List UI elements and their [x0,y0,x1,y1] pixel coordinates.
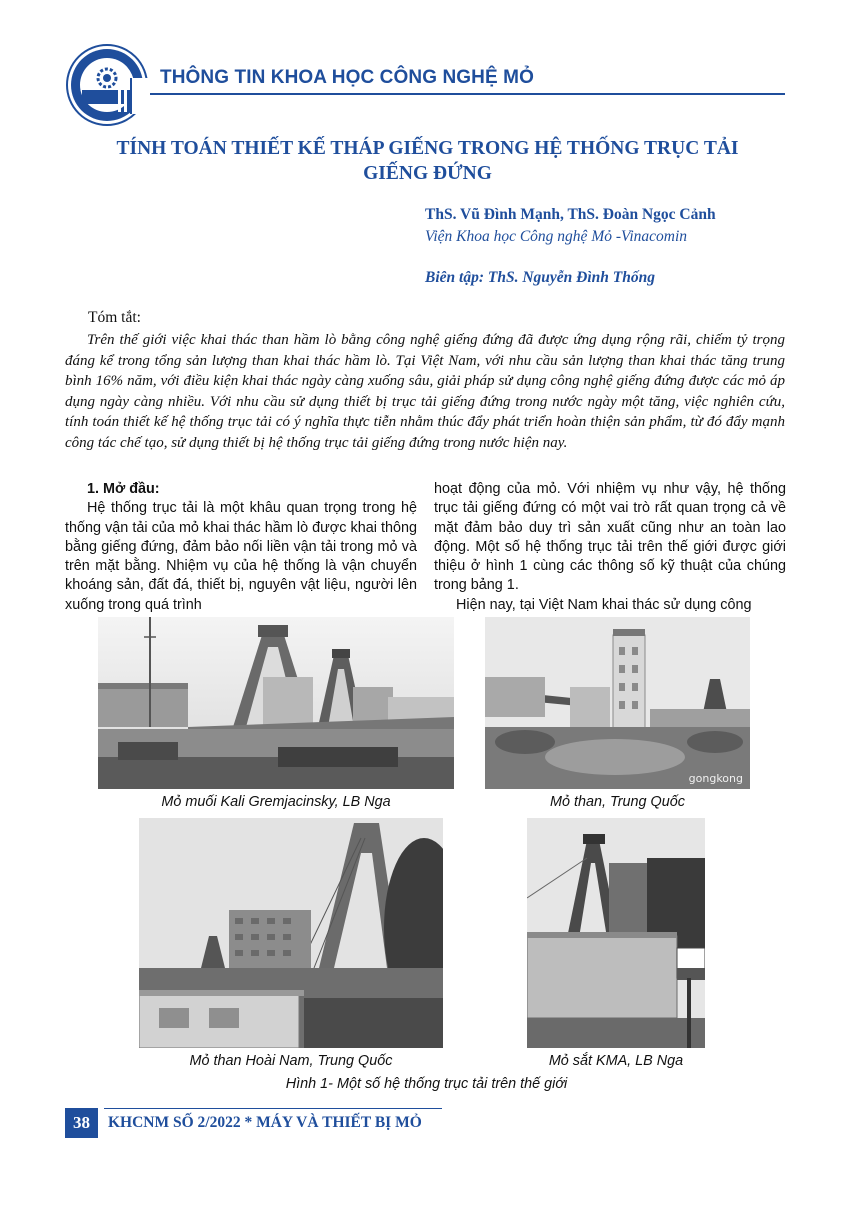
body-column-right [434,480,786,615]
body-column-left [65,480,417,615]
affiliation: Viện Khoa học Công nghệ Mỏ -Vinacomin [425,228,688,245]
photo-coal-mine-china [485,617,750,789]
intro-paragraph-part1: Hệ thống trục tải là một khâu quan trọng trong hệ thống vận tải của mỏ khai thác hầm lò được khai thông bằng giếng đứng, đảm bảo nối liền vận tải trong mỏ và trên mặt bằng. Nhiệm vụ của hệ thống là vận chuyển khoáng sản, đất đá, thiết bị, nguyên vật liệu, người lên xuống trong quá trình [65,500,417,613]
authors: ThS. Vũ Đình Mạnh, ThS. Đoàn Ngọc Cảnh [425,206,716,223]
photo-caption-3: Mỏ than Hoài Nam, Trung Quốc [189,1053,393,1069]
header-divider [150,93,785,95]
photo-huainan-coal-mine [139,818,443,1048]
title-line-2: GIẾNG ĐỨNG [363,163,492,184]
section-heading: 1. Mở đầu: [87,481,160,497]
article-title [60,136,795,186]
figure-caption: Hình 1- Một số hệ thống trục tải trên thế giới [285,1076,568,1092]
intro-paragraph-part2: hoạt động của mỏ. Với nhiệm vụ như vậy, hệ thống trục tải giếng đứng có một vai trò rất quan trọng cả về mặt đảm bảo duy trì sản xuất cũng như an toàn lao động. Một số hệ thống trục tải trên thế giới được giới thiệu ở hình 1 cùng các thông số kỹ thuật của chúng trong bảng 1. [434,481,786,594]
title-line-1: TÍNH TOÁN THIẾT KẾ THÁP GIẾNG TRONG HỆ THỐNG TRỤC TẢI [116,138,739,159]
abstract-label: Tóm tắt: [88,309,141,326]
paragraph-2: Hiện nay, tại Việt Nam khai thác sử dụng công [456,596,752,613]
photo-caption-2: Mỏ than, Trung Quốc [550,794,685,810]
journal-name: THÔNG TIN KHOA HỌC CÔNG NGHỆ MỎ [160,67,534,88]
photo-caption-1: Mỏ muối Kali Gremjacinsky, LB Nga [161,794,391,810]
footer-text: KHCNM SỐ 2/2022 * MÁY VÀ THIẾT BỊ MỎ [108,1114,422,1131]
footer-divider [104,1108,442,1109]
abstract-text: Trên thế giới việc khai thác than hầm lò bằng công nghệ giếng đứng đã được ứng dụng rộng rãi, chiếm tỷ trọng đáng kể trong tổng sản lượng than khai thác hầm lò. Tại Việt Nam, với nhu cầu sản lượng than khai thác tăng trung bình 16% năm, với điều kiện khai thác ngày càng xuống sâu, giải pháp sử dụng công nghệ giếng đứng được các mỏ áp dụng ngày càng nhiều. Với nhu cầu sử dụng thiết bị trục tải giếng đứng trong nước ngày một tăng, việc nghiên cứu, tính toán thiết kế hệ thống trục tải có ý nghĩa thực tiễn nhằm thúc đẩy phát triển hoàn thiện sản phẩm, từ đó đẩy mạnh công tác chế tạo, sử dụng thiết bị hệ thống trục tải giếng đứng trong nước hiện nay. [65,332,785,451]
photo-potash-mine [98,617,454,789]
photo-caption-4: Mỏ sắt KMA, LB Nga [548,1053,684,1069]
photo-kma-iron-mine [527,818,705,1048]
photo-watermark: gongkong [688,772,743,785]
page-number: 38 [65,1108,98,1138]
journal-logo-icon [66,44,148,126]
editor: Biên tập: ThS. Nguyễn Đình Thống [425,269,655,286]
